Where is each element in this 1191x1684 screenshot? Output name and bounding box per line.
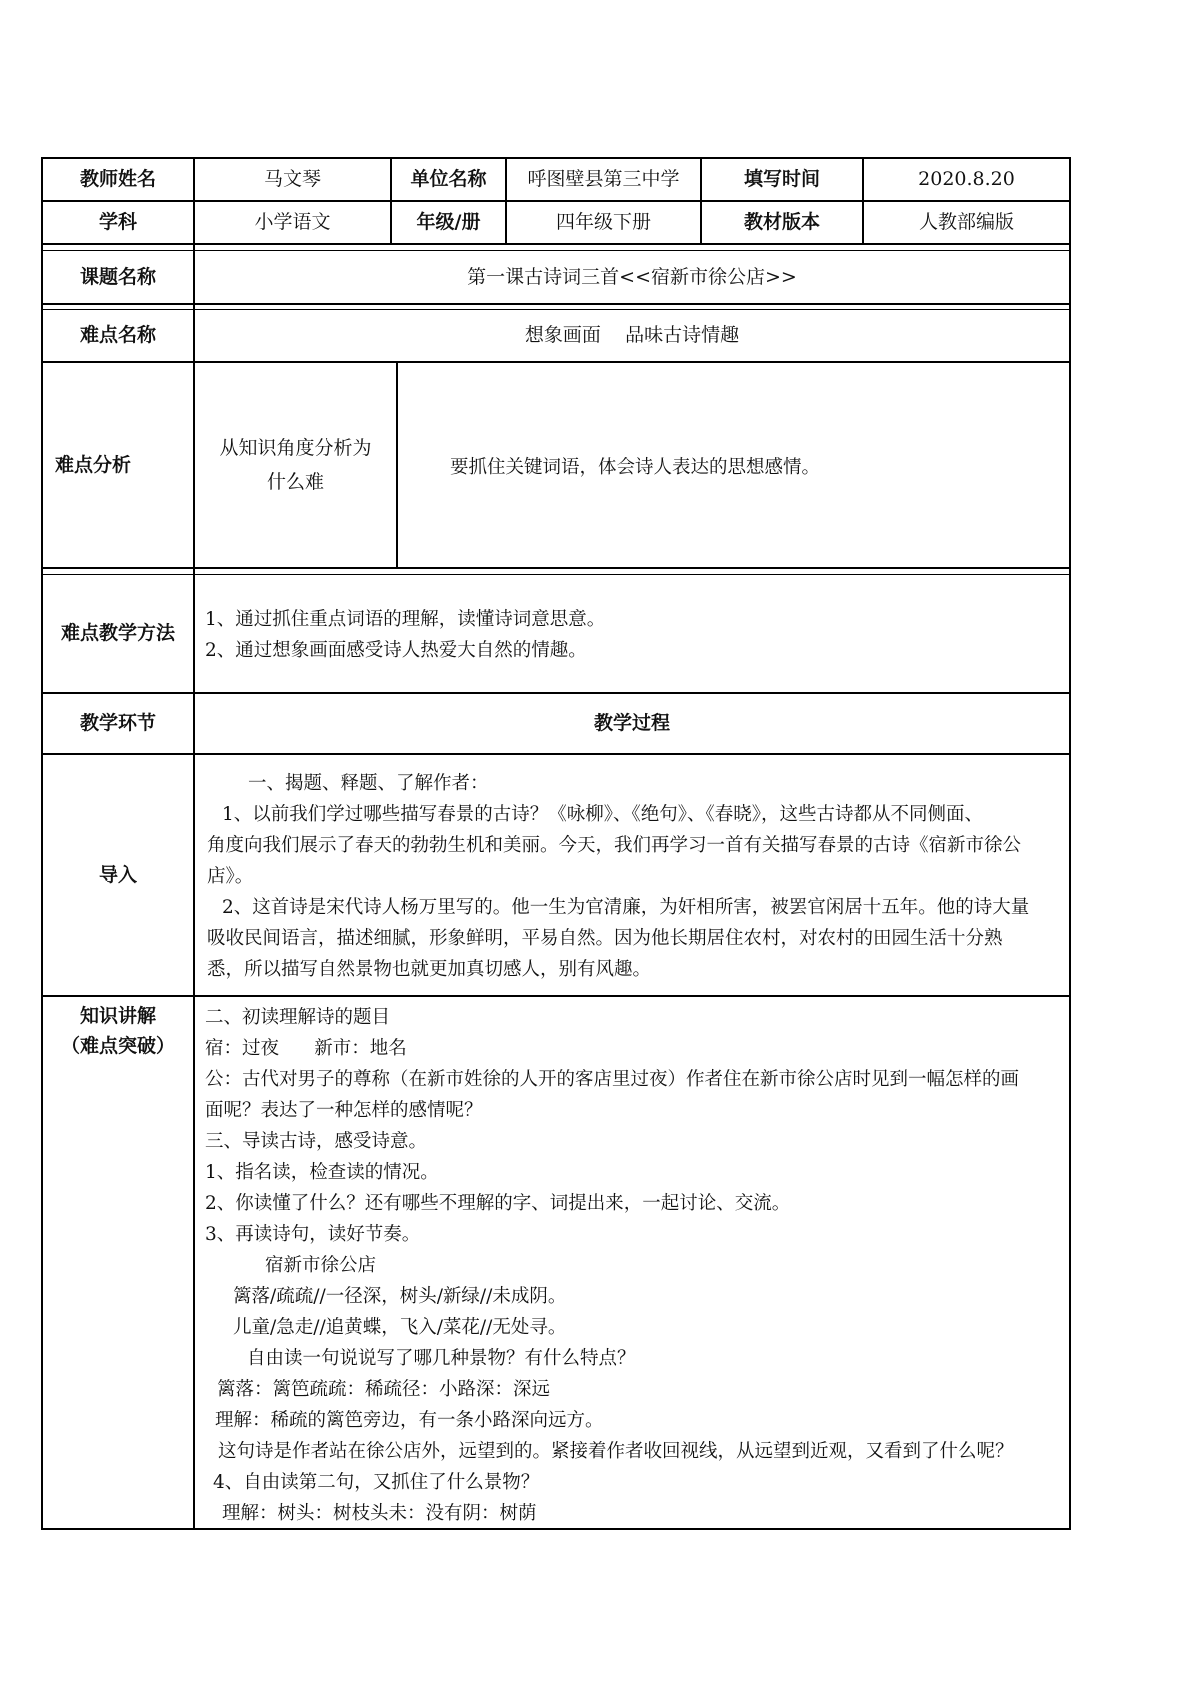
intro-line: 悉，所以描写自然景物也就更加真切感人，别有风趣。 [207,959,652,980]
analysis-label: 难点分析 [55,453,132,476]
poem-line: 儿童/急走//追黄蝶，飞入/菜花//无处寻。 [233,1317,567,1338]
grade-value: 四年级下册 [555,211,651,234]
difficulty-label: 难点名称 [79,324,156,347]
explain-line: 篱落：篱笆疏疏：稀疏径：小路深：深远 [217,1379,551,1400]
topic-label: 课题名称 [79,265,156,288]
intro-label: 导入 [98,863,137,886]
unit-name-label: 单位名称 [410,168,487,191]
topic-value: 第一课古诗词三首<<宿新市徐公店>> [467,265,797,288]
fill-date-label: 填写时间 [743,168,820,191]
subject-label: 学科 [98,211,137,234]
explain-label [43,1001,193,1061]
explain-line: 二、初读理解诗的题目 [205,1007,391,1028]
explain-line: 宿：过夜 新市：地名 [205,1038,407,1059]
unit-name-value: 呼图壁县第三中学 [527,168,680,191]
explain-line: 面呢？表达了一种怎样的感情呢？ [205,1100,483,1121]
poem-line: 篱落/疏疏//一径深，树头/新绿//未成阴。 [233,1286,567,1307]
explain-line: 自由读一句说说写了哪几种景物？有什么特点？ [247,1348,636,1369]
difficulty-value: 想象画面 品味古诗情趣 [524,324,740,347]
process-label: 教学过程 [593,712,670,735]
explain-line: 3、再读诗句，读好节奏。 [205,1224,421,1245]
explain-line: 理解：树头：树枝头未：没有阴：树荫 [222,1503,537,1524]
fill-date-value: 2020.8.20 [918,168,1015,191]
explain-line: 这句诗是作者站在徐公店外，远望到的。紧接着作者收回视线，从远望到近观，又看到了什么呢？ [218,1441,1014,1462]
analysis-value: 要抓住关键词语，体会诗人表达的思想感情。 [450,457,821,478]
grade-label: 年级/册 [416,211,481,234]
intro-line: 店》。 [207,866,254,887]
intro-line: 角度向我们展示了春天的勃勃生机和美丽。今天，我们再学习一首有关描写春景的古诗《宿新市徐公 [207,835,1022,856]
explain-label-line-2: （难点突破） [60,1035,175,1057]
explain-line: 1、指名读，检查读的情况。 [205,1162,439,1183]
analysis-sub-label-line-2: 什么难 [266,471,324,493]
explain-line: 4、自由读第二句，又抓住了什么景物？ [213,1472,540,1493]
edition-label: 教材版本 [743,211,820,234]
intro-line: 一、揭题、释题、了解作者： [248,773,489,794]
method-label: 难点教学方法 [60,622,175,645]
analysis-sub-label [195,363,396,567]
analysis-sub-label-line-1: 从知识角度分析为 [219,437,372,459]
teacher-name-value: 马文琴 [263,168,321,191]
intro-line: 1、以前我们学过哪些描写春景的古诗？《咏柳》、《绝句》、《春晓》，这些古诗都从不同侧面、 [222,804,984,825]
process-stage-label: 教学环节 [79,712,156,735]
explain-line: 公：古代对男子的尊称（在新市姓徐的人开的客店里过夜）作者住在新市徐公店时见到一幅怎样的画 [205,1069,1020,1090]
explain-line: 三、导读古诗，感受诗意。 [205,1131,428,1152]
explain-line: 理解：稀疏的篱笆旁边，有一条小路深向远方。 [215,1410,604,1431]
method-line-1: 1、通过抓住重点词语的理解，读懂诗词意思意。 [205,609,606,630]
teacher-name-label: 教师姓名 [79,168,156,191]
subject-value: 小学语文 [254,211,331,234]
method-line-2: 2、通过想象画面感受诗人热爱大自然的情趣。 [205,640,587,661]
intro-line: 吸收民间语言，描述细腻，形象鲜明，平易自然。因为他长期居住农村，对农村的田园生活十分熟 [207,928,1003,949]
explain-line: 2、你读懂了什么？还有哪些不理解的字、词提出来，一起讨论、交流。 [205,1193,791,1214]
intro-line: 2、这首诗是宋代诗人杨万里写的。他一生为官清廉，为奸相所害，被罢官闲居十五年。他的诗大量 [222,897,1030,918]
explain-label-line-1: 知识讲解 [79,1005,156,1027]
poem-title: 宿新市徐公店 [265,1255,377,1276]
edition-value: 人教部编版 [918,211,1014,234]
